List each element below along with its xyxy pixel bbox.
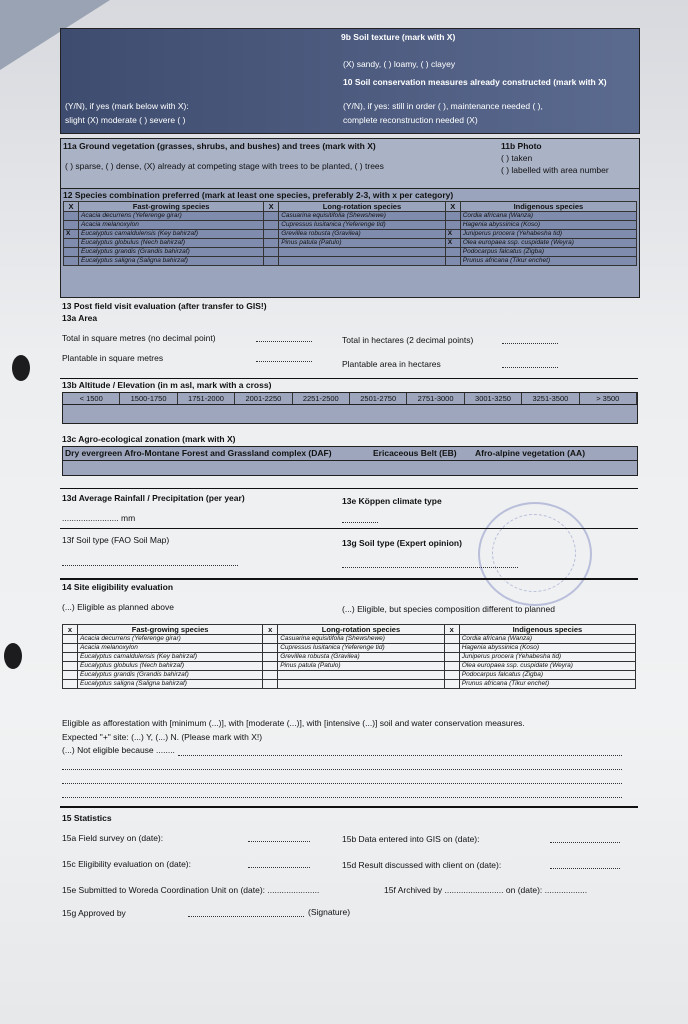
mark-cell[interactable] [264, 248, 279, 257]
altitude-bin[interactable]: 2251-2500 [293, 393, 350, 404]
photo-label: 11b Photo [501, 141, 542, 151]
species-eligible-table: x Fast-growing species x Long-rotation species x Indigenous species Acacia decurrens (Yeferenge girar) Casuarina equisitifolia (Shewshewe) Cordia africana (Wanza) Acacia melanoxylon Cupressus lusitanica (Yeferenge tid) Hagenia abyssinica (Koso) Eucalyptus camaldulensis (Key bahirzaf) Grevillea robusta (Gravilea) Juniperus procera (Yehabesha tid) Eucalyptus globulus (Nech bahirzaf) Pinus patula (Patulo) Olea europaea ssp. cuspidate (Weyra) Eucalyptus grandis (Grandis bahirzaf) Podocarpus falcatus (Zigba) Eucalyptus saligna (Saligna bahirzaf) Prunus africana (Tikur enchet) [62, 624, 636, 689]
plantable-sqm-field[interactable] [256, 361, 312, 362]
altitude-bin[interactable]: 3251-3500 [522, 393, 579, 404]
archived-label: 15f Archived by ......................... on (date): .................. [384, 885, 588, 895]
species-name: Pinus patula (Patulo) [278, 662, 445, 671]
zone-eb[interactable]: Ericaceous Belt (EB) [373, 448, 457, 458]
species-name: Grevillea robusta (Gravilea) [278, 653, 445, 662]
reason-line[interactable] [178, 755, 622, 756]
total-sqm-label: Total in square metres (no decimal point) [62, 333, 216, 343]
species-name [278, 680, 445, 689]
section-11 [60, 138, 640, 190]
mark-cell[interactable] [263, 635, 278, 644]
mark-cell[interactable] [264, 221, 279, 230]
agro-zonation-title: 13c Agro-ecological zonation (mark with X) [62, 434, 236, 444]
zone-aa[interactable]: Afro-alpine vegetation (AA) [475, 448, 586, 458]
conservation-yn: (Y/N), if yes: still in order ( ), maintenance needed ( ), [343, 101, 543, 111]
area-title: 13a Area [62, 313, 98, 323]
mark-cell[interactable] [263, 662, 278, 671]
species-name: Eucalyptus camaldulensis (Key bahirzaf) [79, 230, 264, 239]
approved-signature-field[interactable] [188, 916, 304, 917]
mark-cell[interactable] [444, 671, 459, 680]
table-row [64, 239, 637, 248]
altitude-title: 13b Altitude / Elevation (in m asl, mark with a cross) [62, 380, 272, 390]
species-name: Hagenia abyssinica (Koso) [460, 221, 636, 230]
altitude-bin[interactable]: < 1500 [63, 393, 120, 404]
table-row [64, 230, 637, 239]
species-name: Hagenia abyssinica (Koso) [459, 644, 635, 653]
species-name: Cordia africana (Wanza) [459, 635, 635, 644]
post-field-title: 13 Post field visit evaluation (after transfer to GIS!) [62, 301, 267, 311]
gis-entered-label: 15b Data entered into GIS on (date): [342, 834, 480, 844]
mark-cell[interactable] [264, 230, 279, 239]
species-name [279, 257, 446, 266]
table-row [64, 257, 637, 266]
afforestation-line: Eligible as afforestation with [minimum (...)], with [moderate (...)], with [intensive (...)] soil and water conservation measures. [62, 718, 525, 728]
mark-cell[interactable] [63, 680, 78, 689]
col-fast: Fast-growing species [78, 625, 263, 635]
mark-cell[interactable] [263, 680, 278, 689]
table-row [64, 212, 637, 221]
top-block [60, 28, 640, 134]
soil-fao-field[interactable] [62, 565, 238, 566]
total-ha-field[interactable] [502, 343, 558, 344]
divider [60, 806, 638, 808]
species-name: Acacia decurrens (Yeferenge girar) [78, 635, 263, 644]
col-long: Long-rotation species [279, 202, 446, 212]
species-name: Eucalyptus globulus (Nech bahirzaf) [78, 662, 263, 671]
species-name: Olea europaea ssp. cuspidate (Weyra) [460, 239, 636, 248]
rainfall-value[interactable]: ........................ mm [62, 513, 136, 523]
divider [60, 378, 638, 379]
species-name [279, 248, 446, 257]
species-name: Casuarina equisitifolia (Shewshewe) [279, 212, 446, 221]
altitude-bin[interactable]: 1500-1750 [120, 393, 177, 404]
altitude-bin[interactable]: 2501-2750 [350, 393, 407, 404]
mark-cell[interactable]: X [445, 230, 460, 239]
mark-cell[interactable] [263, 653, 278, 662]
mark-cell[interactable] [445, 221, 460, 230]
erosion-left-options: slight (X) moderate ( ) severe ( ) [65, 115, 186, 125]
species-preferred-table: X Fast-growing species X Long-rotation species X Indigenous species Acacia decurrens (Yeferenge girar) Casuarina equisitifolia (Shewshewe) Cordia africana (Wanza) Acacia melanoxylon Cupressus lusitanica (Yeferenge tid) Hagenia abyssinica (Koso) X Eucalyptus camaldulensis (Key bahirzaf) Grevillea robusta (Gravilea) X Juniperus procera (Yehabesha tid) Eucalyptus globulus (Nech bahirzaf) Pinus patula (Patulo) X Olea europaea ssp. cuspidate (Weyra) Eucalyptus grandis (Grandis bahirzaf) Podocarpus falcatus (Zigba) Eucalyptus saligna (Saligna bahirzaf) Prunus africana (Tikur enchet) [63, 201, 637, 266]
eligible-different[interactable]: (...) Eligible, but species composition different to planned [342, 604, 555, 614]
species-name: Eucalyptus camaldulensis (Key bahirzaf) [78, 653, 263, 662]
species-name: Cordia africana (Wanza) [460, 212, 636, 221]
species-combination-label: 12 Species combination preferred (mark at least one species, preferably 2-3, with x per category) [63, 190, 454, 200]
mark-cell[interactable] [263, 671, 278, 680]
mark-cell[interactable] [264, 257, 279, 266]
species-name: Eucalyptus grandis (Grandis bahirzaf) [78, 671, 263, 680]
table-row [63, 671, 636, 680]
section-12 [60, 188, 640, 298]
result-discussed-field[interactable] [550, 868, 620, 869]
eligible-as-planned[interactable]: (...) Eligible as planned above [62, 602, 174, 612]
species-name: Acacia melanoxylon [78, 644, 263, 653]
species-eligible-rows [63, 635, 636, 689]
rainfall-label: 13d Average Rainfall / Precipitation (per year) [62, 493, 245, 503]
mark-cell[interactable]: X [445, 239, 460, 248]
plantable-ha-field[interactable] [502, 367, 558, 368]
complete-reconstruction: complete reconstruction needed (X) [343, 115, 478, 125]
altitude-bin[interactable]: 2001-2250 [235, 393, 292, 404]
punch-hole [12, 355, 30, 381]
soil-type-expert-label: 13g Soil type (Expert opinion) [342, 538, 462, 548]
table-row [63, 644, 636, 653]
mark-cell[interactable] [63, 635, 78, 644]
altitude-fill [62, 404, 638, 424]
species-name: Olea europaea ssp. cuspidate (Weyra) [459, 662, 635, 671]
photo-labelled: ( ) labelled with area number [501, 165, 609, 175]
mark-cell[interactable] [444, 635, 459, 644]
field-survey-label: 15a Field survey on (date): [62, 833, 164, 843]
mark-cell[interactable] [64, 212, 79, 221]
total-sqm-field[interactable] [256, 341, 312, 342]
species-name: Eucalyptus globulus (Nech bahirzaf) [79, 239, 264, 248]
species-name: Podocarpus falcatus (Zigba) [460, 248, 636, 257]
mark-cell[interactable] [64, 239, 79, 248]
mark-cell[interactable] [444, 644, 459, 653]
punch-hole [4, 643, 22, 669]
soil-conservation-label: 10 Soil conservation measures already constructed (mark with X) [343, 77, 607, 87]
mark-cell[interactable] [64, 248, 79, 257]
mark-cell[interactable] [445, 257, 460, 266]
mark-cell[interactable] [63, 671, 78, 680]
reason-line[interactable] [62, 797, 622, 798]
species-name: Prunus africana (Tikur enchet) [460, 257, 636, 266]
zone-daf[interactable]: Dry evergreen Afro-Montane Forest and Grassland complex (DAF) [65, 448, 332, 458]
koppen-field[interactable] [342, 522, 378, 523]
species-name: Cupressus lusitanica (Yeferenge tid) [279, 221, 446, 230]
ground-vegetation-label: 11a Ground vegetation (grasses, shrubs, and bushes) and trees (mark with X) [63, 141, 376, 151]
mark-cell[interactable]: X [64, 230, 79, 239]
plantable-sqm-label: Plantable in square metres [62, 353, 164, 363]
mark-cell[interactable] [64, 257, 79, 266]
statistics-title: 15 Statistics [62, 813, 112, 823]
result-discussed-label: 15d Result discussed with client on (date): [342, 860, 502, 870]
mark-cell[interactable] [444, 680, 459, 689]
agro-zone-fill [62, 460, 638, 476]
ground-vegetation-options: ( ) sparse, ( ) dense, (X) already at competing stage with trees to be planted, ( ) trees [65, 161, 384, 171]
species-name: Juniperus procera (Yehabesha tid) [459, 653, 635, 662]
total-ha-label: Total in hectares (2 decimal points) [342, 335, 474, 345]
mark-cell[interactable] [444, 662, 459, 671]
altitude-bin[interactable]: 1751-2000 [178, 393, 235, 404]
mark-cell[interactable] [63, 662, 78, 671]
table-row [63, 662, 636, 671]
expected-site: Expected "+" site: (...) Y, (...) N. (Please mark with X!) [62, 732, 263, 742]
species-name: Prunus africana (Tikur enchet) [459, 680, 635, 689]
species-name: Podocarpus falcatus (Zigba) [459, 671, 635, 680]
table-row [63, 653, 636, 662]
table-row [63, 680, 636, 689]
divider [60, 488, 638, 489]
species-name: Casuarina equisitifolia (Shewshewe) [278, 635, 445, 644]
species-name: Grevillea robusta (Gravilea) [279, 230, 446, 239]
field-survey-field[interactable] [248, 841, 310, 842]
species-name: Eucalyptus saligna (Saligna bahirzaf) [79, 257, 264, 266]
eligibility-eval-label: 15c Eligibility evaluation on (date): [62, 859, 191, 869]
photo-taken: ( ) taken [501, 153, 533, 163]
mark-cell[interactable] [445, 212, 460, 221]
mark-cell[interactable] [263, 644, 278, 653]
site-eligibility-title: 14 Site eligibility evaluation [62, 582, 174, 592]
gis-entered-field[interactable] [550, 842, 620, 843]
species-name: Acacia melanoxylon [79, 221, 264, 230]
altitude-bin[interactable]: > 3500 [580, 393, 637, 404]
species-name [278, 671, 445, 680]
mark-cell[interactable] [264, 239, 279, 248]
soil-texture-options: (X) sandy, ( ) loamy, ( ) clayey [343, 59, 456, 69]
species-name: Pinus patula (Patulo) [279, 239, 446, 248]
mark-cell[interactable] [445, 248, 460, 257]
table-row [64, 248, 637, 257]
species-name: Eucalyptus saligna (Saligna bahirzaf) [78, 680, 263, 689]
plantable-ha-label: Plantable area in hectares [342, 359, 441, 369]
col-long: Long-rotation species [278, 625, 445, 635]
approved-label: 15g Approved by [62, 908, 126, 918]
divider [60, 528, 638, 529]
altitude-bin[interactable]: 2751-3000 [407, 393, 464, 404]
col-indigenous: Indigenous species [460, 202, 636, 212]
table-row [63, 635, 636, 644]
eligibility-eval-field[interactable] [248, 867, 310, 868]
soil-texture-label: 9b Soil texture (mark with X) [341, 32, 456, 42]
site-evaluation-form [60, 28, 640, 938]
table-row [64, 221, 637, 230]
not-eligible[interactable]: (...) Not eligible because ........ [62, 745, 175, 755]
mark-cell[interactable] [63, 644, 78, 653]
species-name: Acacia decurrens (Yeferenge girar) [79, 212, 264, 221]
species-name: Eucalyptus grandis (Grandis bahirzaf) [79, 248, 264, 257]
mark-cell[interactable] [64, 221, 79, 230]
divider [60, 578, 638, 580]
col-indigenous: Indigenous species [459, 625, 635, 635]
woreda-submitted-label: 15e Submitted to Woreda Coordination Unit on (date): ...................... [62, 885, 320, 895]
mark-cell[interactable] [444, 653, 459, 662]
signature-label: (Signature) [308, 907, 351, 917]
mark-cell[interactable] [264, 212, 279, 221]
species-preferred-rows [64, 212, 637, 266]
soil-expert-field[interactable] [342, 567, 518, 568]
species-name: Juniperus procera (Yehabesha tid) [460, 230, 636, 239]
mark-cell[interactable] [63, 653, 78, 662]
altitude-bin[interactable]: 3001-3250 [465, 393, 522, 404]
species-name: Cupressus lusitanica (Yeferenge tid) [278, 644, 445, 653]
reason-line[interactable] [62, 769, 622, 770]
soil-type-fao-label: 13f Soil type (FAO Soil Map) [62, 535, 170, 545]
koppen-label: 13e Köppen climate type [342, 496, 442, 506]
reason-line[interactable] [62, 783, 622, 784]
col-fast: Fast-growing species [79, 202, 264, 212]
erosion-left-label: (Y/N), if yes (mark below with X): [65, 101, 189, 111]
